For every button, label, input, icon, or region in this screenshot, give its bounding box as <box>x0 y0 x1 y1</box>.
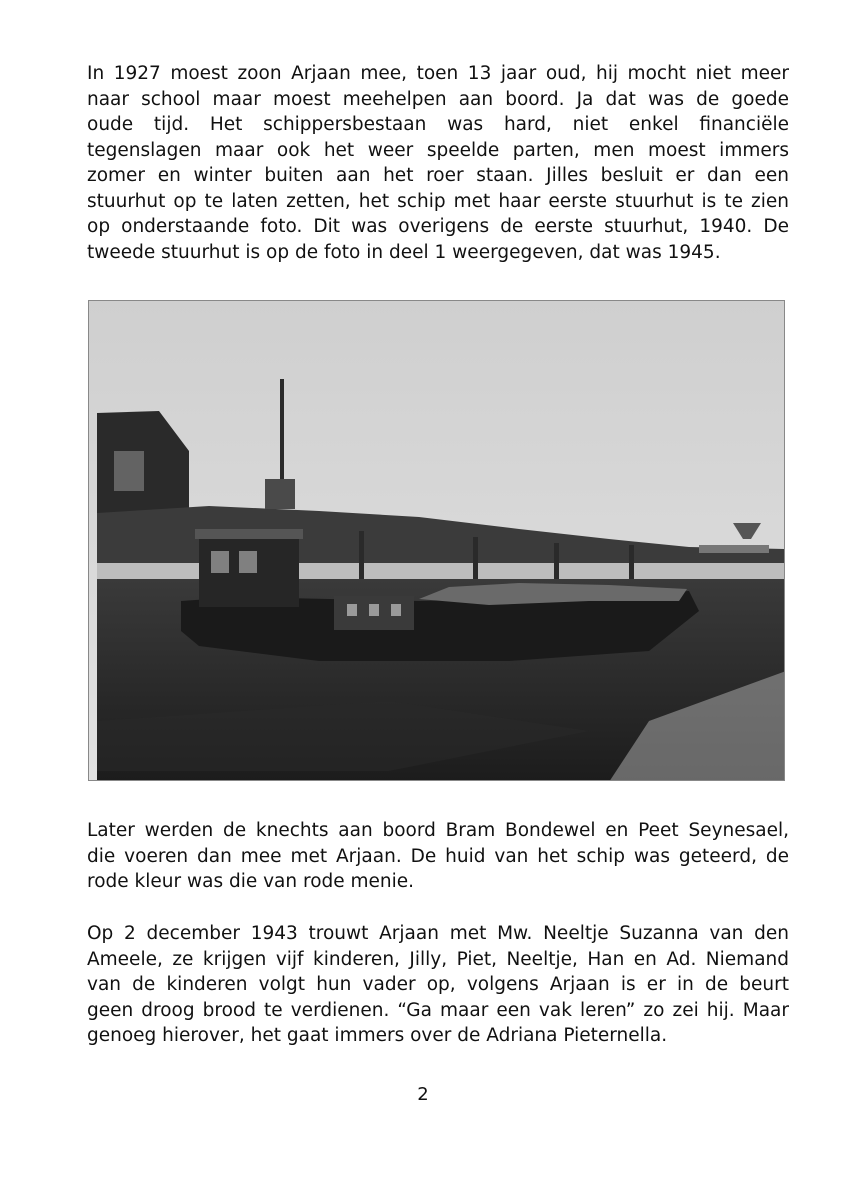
text-line: stuurhut op te laten zetten, het schip met haar eerste stuurhut is te zien <box>87 190 789 212</box>
text-line: rode kleur was die van rode menie. <box>87 871 415 892</box>
text-line: naar school maar moest meehelpen aan boord. Ja dat was de goede <box>87 88 789 110</box>
text-line: Op 2 december 1943 trouwt Arjaan met Mw. Neeltje Suzanna van den <box>87 923 789 944</box>
text-line: genoeg hierover, het gaat immers over de Adriana Pieternella. <box>87 1025 668 1046</box>
text-line: geen droog brood te verdienen. “Ga maar een vak leren” zo zei hij. Maar <box>87 999 789 1021</box>
text-line: van de kinderen volgt hun vader op, volgens Arjaan is er in de beurt <box>87 974 789 995</box>
text-line: op onderstaande foto. Dit was overigens de eerste stuurhut, 1940. De <box>87 216 789 237</box>
text-line: die voeren dan mee met Arjaan. De huid van het schip was geteerd, de <box>87 845 789 867</box>
paragraph-marriage <box>87 921 789 1049</box>
historic-photo-barge-with-wheelhouse <box>88 300 785 781</box>
page-number: 2 <box>417 1084 429 1105</box>
text-line: tegenslagen maar ook het weer speelde parten, men moest immers <box>87 139 789 161</box>
paragraph-crew <box>87 818 789 895</box>
text-line: tweede stuurhut is op de foto in deel 1 weergegeven, dat was 1945. <box>87 241 721 263</box>
text-line: oude tijd. Het schippersbestaan was hard, niet enkel financiële <box>87 114 789 135</box>
text-line: Ameele, ze krijgen vijf kinderen, Jilly, Piet, Neeltje, Han en Ad. Niemand <box>87 948 789 970</box>
text-line: Later werden de knechts aan boord Bram Bondewel en Peet Seynesael, <box>87 820 789 841</box>
barge-photo-illustration <box>89 301 785 781</box>
text-line: In 1927 moest zoon Arjaan mee, toen 13 jaar oud, hij mocht niet meer <box>87 63 789 84</box>
paragraph-intro <box>87 61 789 265</box>
text-line: zomer en winter buiten aan het roer staan. Jilles besluit er dan een <box>87 165 789 186</box>
